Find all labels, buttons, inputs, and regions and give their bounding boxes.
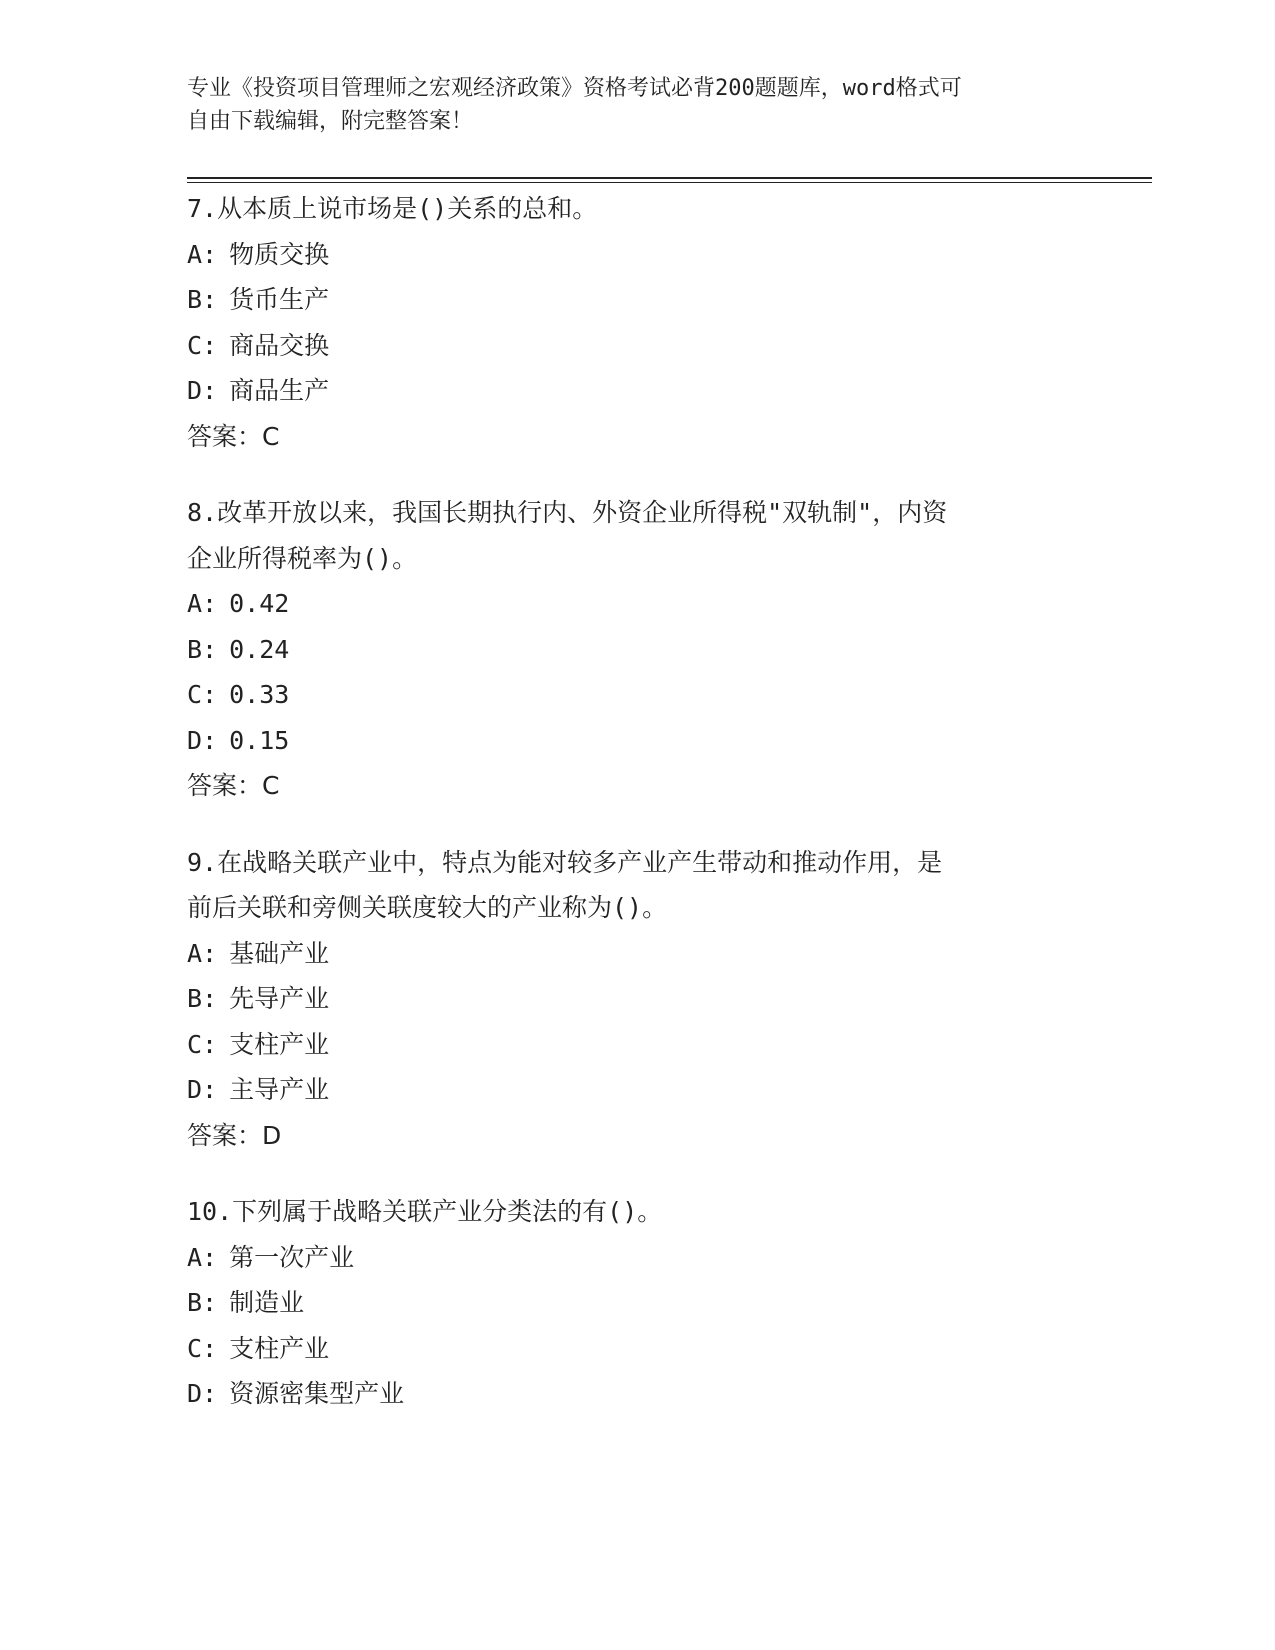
option-key: C: <box>187 1029 218 1059</box>
option-text: 0.42 <box>229 589 290 618</box>
option-text: 第一次产业 <box>229 1242 355 1272</box>
option-key: D: <box>187 725 218 755</box>
option-key: D: <box>187 1075 218 1104</box>
option-text: 主导产业 <box>229 1075 330 1104</box>
option-text: 支柱产业 <box>229 1029 330 1059</box>
option-item <box>187 718 1067 764</box>
option-text: 0.15 <box>229 725 290 755</box>
option-key: D: <box>187 376 218 405</box>
answer-line: 答案：D <box>187 1120 282 1150</box>
option-item <box>187 232 1067 278</box>
option-item <box>187 931 1067 977</box>
option-item <box>187 627 1067 673</box>
question-stem: 前后关联和旁侧关联度较大的产业称为()。 <box>187 893 668 922</box>
option-item <box>187 1235 1067 1281</box>
option-text: 货币生产 <box>229 285 330 314</box>
option-item <box>187 581 1067 627</box>
option-item <box>187 1280 1067 1326</box>
document-header <box>187 72 1067 138</box>
question-stem: 8.改革开放以来，我国长期执行内、外资企业所得税"双轨制"，内资 <box>187 498 948 527</box>
option-item <box>187 672 1067 718</box>
option-item <box>187 368 1067 414</box>
question-block <box>187 490 1067 809</box>
question-stem: 7.从本质上说市场是()关系的总和。 <box>187 194 598 223</box>
option-text: 制造业 <box>229 1288 305 1317</box>
option-item <box>187 1326 1067 1372</box>
header-line-1: 专业《投资项目管理师之宏观经济政策》资格考试必背200题题库，word格式可 <box>187 76 962 101</box>
option-text: 物质交换 <box>229 239 330 269</box>
option-item <box>187 1371 1067 1417</box>
option-text: 0.24 <box>229 634 290 664</box>
option-text: 支柱产业 <box>229 1333 330 1363</box>
option-item <box>187 1022 1067 1068</box>
option-text: 商品交换 <box>229 330 330 360</box>
option-text: 商品生产 <box>229 376 330 405</box>
option-key: A: <box>187 589 218 618</box>
option-key: C: <box>187 330 218 360</box>
option-item <box>187 323 1067 369</box>
question-block <box>187 1189 1067 1417</box>
header-divider-thin <box>187 182 1152 183</box>
option-text: 资源密集型产业 <box>229 1379 405 1408</box>
option-text: 先导产业 <box>229 984 330 1013</box>
answer-line: 答案：C <box>187 421 280 451</box>
option-key: A: <box>187 1242 218 1272</box>
option-key: D: <box>187 1379 218 1408</box>
question-list <box>187 186 1067 1448</box>
answer-line: 答案：C <box>187 771 280 800</box>
option-key: B: <box>187 1288 218 1317</box>
option-key: B: <box>187 984 218 1013</box>
option-key: A: <box>187 938 218 968</box>
option-key: A: <box>187 239 218 269</box>
header-divider-thick <box>187 177 1152 179</box>
question-stem: 10.下列属于战略关联产业分类法的有()。 <box>187 1197 663 1226</box>
option-item <box>187 976 1067 1022</box>
option-text: 0.33 <box>229 680 290 709</box>
option-key: B: <box>187 285 218 314</box>
option-key: C: <box>187 680 218 709</box>
option-item <box>187 277 1067 323</box>
question-block <box>187 840 1067 1159</box>
option-key: B: <box>187 634 218 664</box>
option-item <box>187 1067 1067 1113</box>
question-stem: 9.在战略关联产业中，特点为能对较多产业产生带动和推动作用，是 <box>187 847 943 877</box>
option-text: 基础产业 <box>229 938 330 968</box>
option-key: C: <box>187 1333 218 1363</box>
header-line-2: 自由下载编辑，附完整答案！ <box>187 109 474 134</box>
question-block <box>187 186 1067 459</box>
question-stem: 企业所得税率为()。 <box>187 543 418 573</box>
